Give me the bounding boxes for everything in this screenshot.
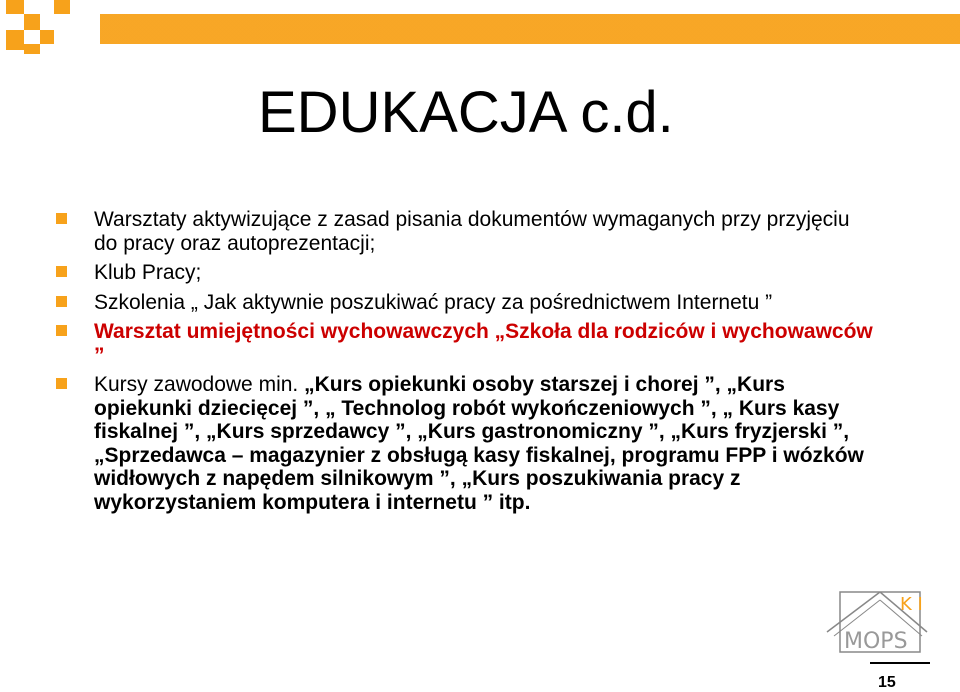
list-item-text: Klub Pracy;	[94, 261, 202, 284]
mops-logo	[822, 588, 932, 664]
logo-text: MOPS	[844, 629, 908, 654]
header-decoration-bar	[100, 14, 960, 44]
page-number: 15	[878, 674, 896, 691]
list-item-highlight	[56, 320, 876, 367]
list-item	[56, 373, 876, 514]
list-item	[56, 208, 876, 255]
list-item	[56, 291, 876, 315]
page-number-divider	[870, 662, 930, 664]
square-bullet-icon	[56, 296, 67, 307]
list-item-text: Warsztaty aktywizujące z zasad pisania dokumentów wymaganych przy przyjęciu do pracy oraz autoprezentacji;	[94, 208, 850, 255]
logo-letters: K I	[900, 594, 923, 615]
square-bullet-icon	[56, 213, 67, 224]
corner-decoration-square	[40, 30, 54, 44]
list-item-text: Szkolenia „ Jak aktywnie poszukiwać pracy za pośrednictwem Internetu ”	[94, 290, 773, 314]
corner-decoration-square	[24, 44, 40, 54]
square-bullet-icon	[56, 266, 67, 277]
list-item	[56, 261, 876, 285]
list-item-courses: „Kurs opiekunki osoby starszej i chorej ”, „Kurs opiekunki dziecięcej ”, „ Technolog robót wykończeniowych ”, „ Kurs kasy fiskalnej ”, „Kurs sprzedawcy ”, „Kurs gastronomiczny ”, „Kurs fryzjerski ”, „Sprzedawca – magazynier z obsługą kasy fiskalnej, programu FPP i wózków widłowych z napędem silnikowym ”, „Kurs poszukiwania pracy z wykorzystaniem komputera i internetu ” itp.	[94, 373, 864, 514]
slide-title: EDUKACJA c.d.	[258, 80, 674, 145]
corner-decoration-square	[24, 14, 40, 30]
bullet-list	[56, 208, 876, 520]
corner-decoration-square	[6, 30, 24, 50]
corner-decoration-square	[54, 0, 70, 14]
list-item-lead: Kursy zawodowe min.	[94, 373, 305, 396]
square-bullet-icon	[56, 378, 67, 389]
square-bullet-icon	[56, 325, 67, 336]
list-item-text: Warsztat umiejętności wychowawczych „Szkoła dla rodziców i wychowawców ”	[94, 320, 873, 367]
corner-decoration-square	[6, 0, 24, 14]
